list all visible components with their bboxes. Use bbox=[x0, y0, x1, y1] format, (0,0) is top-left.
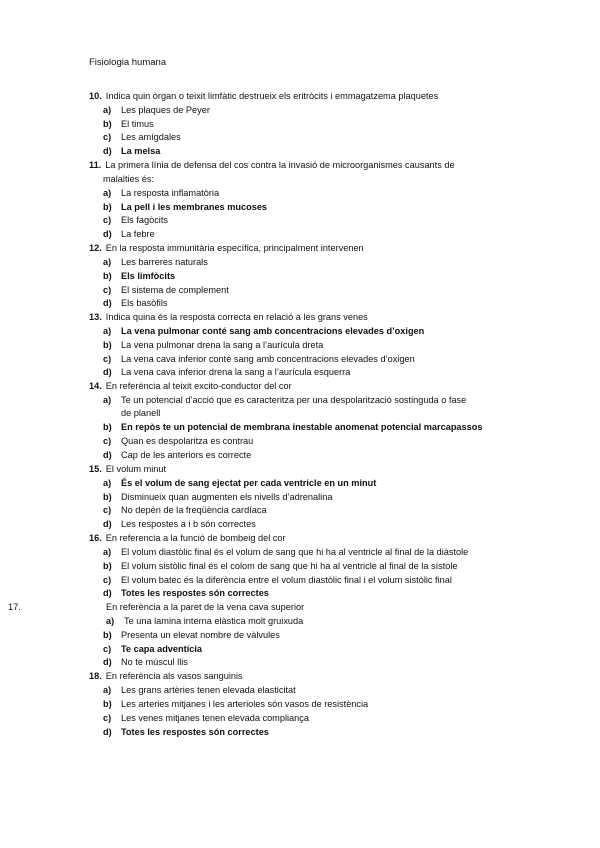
option-letter: a) bbox=[103, 257, 112, 267]
option-letter: b) bbox=[103, 340, 112, 350]
option-letter: a) bbox=[103, 685, 112, 695]
option-text: El volum sistòlic final és el colom de sang que hi ha al ventricle al final de la sístole bbox=[121, 561, 458, 571]
option-letter: b) bbox=[103, 119, 112, 129]
option-letter: d) bbox=[103, 298, 112, 308]
option-letter: a) bbox=[103, 105, 112, 115]
option-letter: b) bbox=[103, 630, 112, 640]
question-15 bbox=[89, 463, 166, 477]
question-10 bbox=[89, 90, 438, 104]
question-number: 14. bbox=[89, 381, 102, 391]
option-letter: a) bbox=[103, 395, 112, 405]
question-number: 13. bbox=[89, 312, 102, 322]
option-text: Te una lamina interna elàstica molt gruixuda bbox=[124, 616, 304, 626]
question-stem: Indica quin òrgan o teixit limfàtic destrueix els eritròcits i emmagatzema plaquetes bbox=[105, 91, 439, 101]
option-text: No te múscul llis bbox=[121, 657, 188, 667]
option-letter: c) bbox=[103, 505, 112, 515]
question-number: 11. bbox=[89, 160, 102, 170]
option-letter: c) bbox=[103, 436, 112, 446]
option-text: Cap de les anteriors es correcte bbox=[121, 450, 252, 460]
question-17-number: 17. bbox=[8, 602, 21, 612]
option-text: La vena cava inferior drena la sang a l’aurícula esquerra bbox=[121, 367, 351, 377]
option-text: La vena pulmonar drena la sang a l’aurícula dreta bbox=[121, 340, 324, 350]
question-stem: La primera línia de defensa del cos contra la invasió de microorganismes causants de bbox=[105, 160, 455, 170]
option-letter: b) bbox=[103, 699, 112, 709]
option-text: Les arteries mitjanes i les arterioles són vasos de resistència bbox=[121, 699, 369, 709]
option-text: La vena pulmonar conté sang amb concentracions elevades d’oxigen bbox=[121, 326, 425, 336]
option-text: La febre bbox=[121, 229, 155, 239]
option-letter: c) bbox=[103, 713, 112, 723]
question-stem: En la resposta immunitària específica, principalment intervenen bbox=[105, 243, 364, 253]
option-text: Te un potencial d’acció que es caracteritza per una despolarització sostinguda o fase bbox=[121, 395, 467, 405]
option-text: Els basòfils bbox=[121, 298, 168, 308]
option-text: En repòs te un potencial de membrana inestable anomenat potencial marcapassos bbox=[121, 422, 483, 432]
option-text: El timus bbox=[121, 119, 154, 129]
question-number: 10. bbox=[89, 91, 102, 101]
option-letter: c) bbox=[103, 132, 112, 142]
option-text-continued: de planell bbox=[121, 408, 161, 418]
question-16 bbox=[89, 532, 286, 546]
question-number: 12. bbox=[89, 243, 102, 253]
option-letter: d) bbox=[103, 367, 112, 377]
option-letter: b) bbox=[103, 561, 112, 571]
option-text: És el volum de sang ejectat per cada ventricle en un minut bbox=[121, 478, 377, 488]
option-text: Disminueix quan augmenten els nivells d’adrenalina bbox=[121, 492, 333, 502]
option-text: Presenta un elevat nombre de vàlvules bbox=[121, 630, 280, 640]
option-text: Les plaques de Peyer bbox=[121, 105, 210, 115]
question-number: 18. bbox=[89, 671, 102, 681]
question-stem: El volum minut bbox=[105, 464, 167, 474]
question-11 bbox=[89, 159, 455, 173]
option-letter: a) bbox=[103, 188, 112, 198]
question-stem: Indica quina és la resposta correcta en relació a les grans venes bbox=[105, 312, 368, 322]
option-text: La pell i les membranes mucoses bbox=[121, 202, 268, 212]
option-letter: a) bbox=[103, 326, 112, 336]
option-letter: b) bbox=[103, 271, 112, 281]
option-letter: d) bbox=[103, 727, 112, 737]
option-text: Totes les respostes són correctes bbox=[121, 588, 269, 598]
question-number: 16. bbox=[89, 533, 102, 543]
option-text: Les amígdales bbox=[121, 132, 181, 142]
option-text: Te capa adventícia bbox=[121, 644, 203, 654]
option-text: Totes les respostes són correctes bbox=[121, 727, 269, 737]
option-letter: c) bbox=[103, 215, 112, 225]
option-text: El sistema de complement bbox=[121, 285, 229, 295]
option-letter: c) bbox=[103, 575, 112, 585]
option-letter: a) bbox=[103, 478, 112, 488]
question-stem-continued: malalties és: bbox=[103, 174, 155, 184]
question-14 bbox=[89, 380, 292, 394]
option-letter: c) bbox=[103, 644, 112, 654]
option-letter: d) bbox=[103, 450, 112, 460]
option-letter: d) bbox=[103, 229, 112, 239]
option-text: El volum batec és la diferència entre el volum diastòlic final i el volum sistòlic final bbox=[121, 575, 452, 585]
question-number: 15. bbox=[89, 464, 102, 474]
option-text: Els limfòcits bbox=[121, 271, 176, 281]
question-stem: En referencia a la funció de bombeig del cor bbox=[105, 533, 286, 543]
option-text: Les grans artèries tenen elevada elasticitat bbox=[121, 685, 296, 695]
question-12 bbox=[89, 242, 364, 256]
option-letter: b) bbox=[103, 492, 112, 502]
option-text: Quan es despolaritza es contrau bbox=[121, 436, 254, 446]
option-text: Els fagòcits bbox=[121, 215, 168, 225]
question-13 bbox=[89, 311, 368, 325]
option-text: La resposta inflamatòria bbox=[121, 188, 220, 198]
option-letter: d) bbox=[103, 519, 112, 529]
option-text: Les barreres naturals bbox=[121, 257, 208, 267]
option-text: Les respostes a i b són correctes bbox=[121, 519, 256, 529]
question-17-stem: En referència a la paret de la vena cava superior bbox=[106, 602, 305, 612]
option-text: El volum diastòlic final és el volum de sang que hi ha al ventricle al final de la diàstole bbox=[121, 547, 469, 557]
page-header: Fisiologia humana bbox=[89, 57, 167, 68]
option-letter: c) bbox=[103, 354, 112, 364]
option-letter: d) bbox=[103, 588, 112, 598]
question-stem: En referència als vasos sanguinis bbox=[105, 671, 243, 681]
option-text: Les venes mitjanes tenen elevada complianҫa bbox=[121, 713, 309, 723]
option-letter: a) bbox=[106, 616, 115, 626]
option-text: La melsa bbox=[121, 146, 161, 156]
option-letter: b) bbox=[103, 202, 112, 212]
question-stem: En referència al teixit excito-conductor del cor bbox=[105, 381, 292, 391]
option-letter: d) bbox=[103, 657, 112, 667]
option-letter: d) bbox=[103, 146, 112, 156]
question-18 bbox=[89, 670, 243, 684]
option-text: La vena cava inferior conté sang amb concentracions elevades d’oxigen bbox=[121, 354, 415, 364]
option-text: No depèn de la freqüència cardíaca bbox=[121, 505, 267, 515]
option-letter: b) bbox=[103, 422, 112, 432]
option-letter: c) bbox=[103, 285, 112, 295]
option-letter: a) bbox=[103, 547, 112, 557]
